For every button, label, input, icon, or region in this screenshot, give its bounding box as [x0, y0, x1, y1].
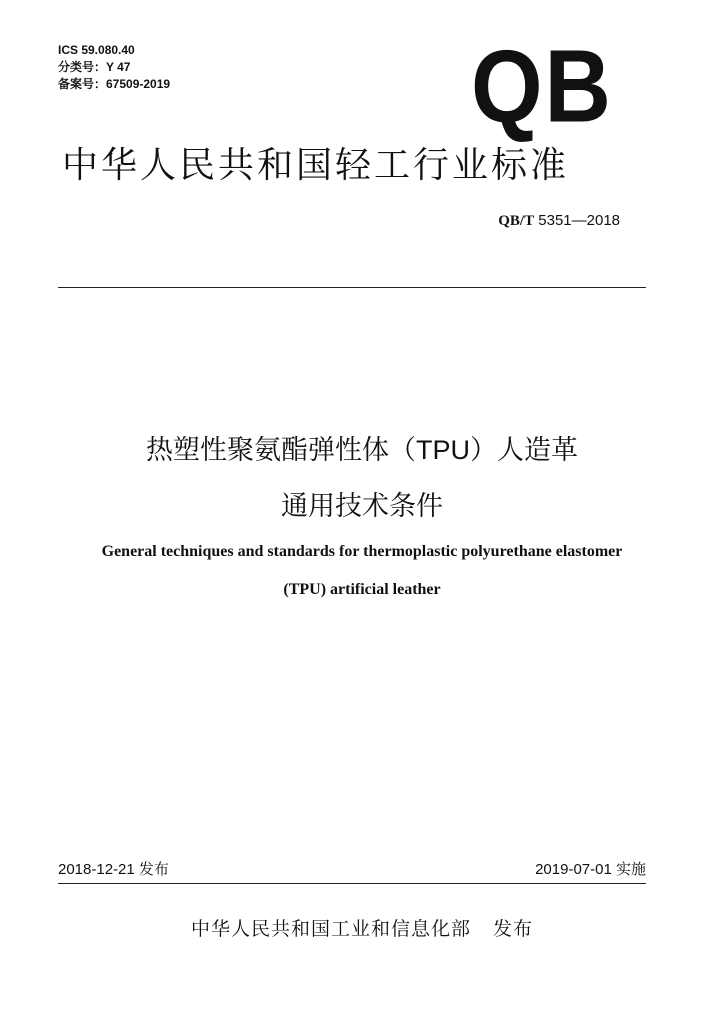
publisher-line — [0, 914, 724, 941]
qb-logo: QB — [471, 29, 613, 144]
classification-number: 分类号：Y 47 — [58, 60, 131, 74]
standard-code-number: 5351—2018 — [534, 212, 620, 229]
implementation-date: 2019-07-01 实施 — [535, 861, 646, 878]
bottom-divider — [58, 883, 646, 884]
issue-date: 2018-12-21 发布 — [58, 861, 169, 878]
standard-code-prefix: QB/T — [498, 213, 535, 229]
standard-category-title: 中华人民共和国轻工行业标准 — [62, 144, 570, 185]
english-title-line-1: General techniques and standards for thermoplastic polyurethane elastomer — [101, 543, 623, 560]
filing-number: 备案号：67509-2019 — [58, 77, 171, 91]
chinese-title-line-1: 热塑性聚氨酯弹性体（TPU）人造革 — [146, 435, 578, 465]
ics-code: ICS 59.080.40 — [58, 43, 135, 57]
publish-action: 发布 — [493, 919, 534, 940]
top-divider — [58, 287, 646, 288]
standard-code — [498, 212, 620, 230]
document-metadata — [58, 42, 170, 93]
chinese-title-line-2: 通用技术条件 — [281, 491, 443, 521]
english-title-line-2: (TPU) artificial leather — [283, 581, 441, 598]
publisher-name: 中华人民共和国工业和信息化部 — [190, 919, 471, 940]
